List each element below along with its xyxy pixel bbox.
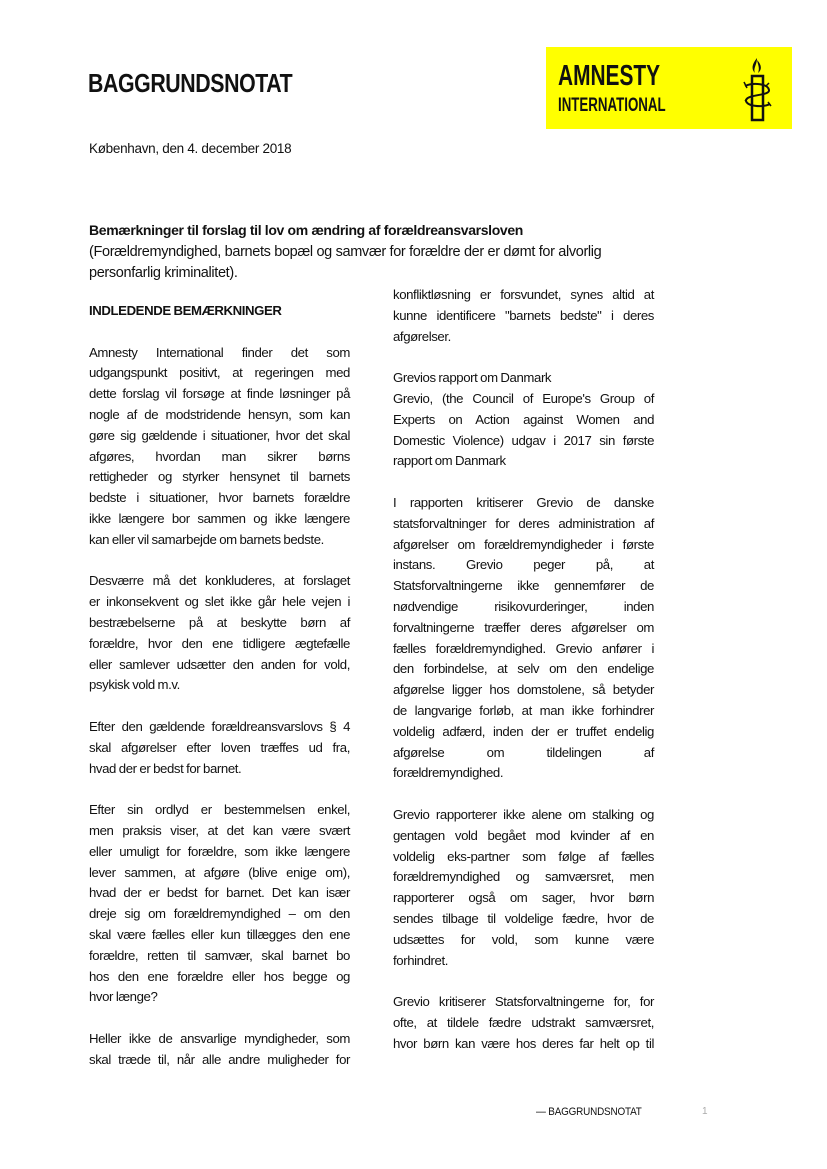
text-line: voldelig adfærd, inden der er truffet endelig: [393, 723, 654, 739]
text-line: hvor børn kan være hos deres far helt op til: [393, 1035, 654, 1051]
right-column: [393, 285, 654, 1054]
text-line: konfliktløsning er forsvundet, synes altid at: [393, 287, 654, 302]
text-line: udsættes for vold, som kunne være: [393, 931, 654, 947]
text-line: hvad der er bedst for barnet. Det kan især: [89, 885, 350, 901]
left-column: [89, 301, 350, 1070]
text-line: forvaltningerne træffer deres afgørelser om: [393, 619, 654, 635]
text-line: INDLEDENDE BEMÆRKNINGER: [89, 303, 282, 318]
text-line: lever sammen, at afgøre (blive enige om),: [89, 864, 350, 880]
text-line: fælles forældremyndighed. Grevio anfører i: [393, 640, 654, 656]
text-line: kunne identificere "barnets bedste" i deres: [393, 307, 654, 323]
text-line: instans. Grevio peger på, at: [393, 557, 654, 573]
text-line: voldelig eks-partner som følge af fælles: [393, 848, 654, 864]
text-line: Desværre må det konkluderes, at forslaget: [89, 573, 350, 589]
text-line: psykisk vold m.v.: [89, 677, 180, 693]
text-line: bestræbelserne på at beskytte børn af: [89, 614, 350, 630]
paragraph: [393, 493, 654, 784]
text-line: skal være fælles eller kun tillægges den ene: [89, 926, 350, 942]
subject-block: [89, 220, 601, 285]
section-heading: [89, 301, 350, 322]
paragraph: [89, 1029, 350, 1071]
text-line: hos den ene forældre eller hos begge og: [89, 968, 350, 984]
paragraph: [393, 805, 654, 971]
text-line: skal afgørelser efter loven træffes ud fra,: [89, 739, 350, 755]
text-line: Experts on Action against Women and: [393, 411, 654, 427]
paragraph: [393, 992, 654, 1054]
text-line: afgørelser.: [393, 328, 451, 344]
text-line: eller samlever udsætter den anden for vold,: [89, 656, 350, 672]
text-line: er inkonsekvent og slet ikke går hele vejen i: [89, 594, 350, 610]
text-line: Grevios rapport om Danmark: [393, 370, 552, 386]
text-line: Heller ikke de ansvarlige myndigheder, som: [89, 1030, 350, 1046]
subject-line: personfarlig kriminalitet).: [89, 265, 238, 281]
text-line: rapport om Danmark: [393, 453, 506, 469]
text-line: forældremyndighed.: [393, 765, 504, 781]
text-line: rettigheder og styrker hensynet til barnets: [89, 469, 350, 485]
text-line: afgørelse ligger hos domstolene, så betyder: [393, 682, 654, 698]
amnesty-logo: [546, 47, 792, 129]
text-line: dette forslag vil forsøge at finde løsninger på: [89, 386, 350, 402]
paragraph-gap: [89, 696, 350, 717]
candle-barbed-wire-icon: [742, 56, 772, 122]
text-line: dreje sig om forældremyndighed – om den: [89, 906, 350, 922]
footer-label: — BAGGRUNDSNOTAT: [536, 1106, 642, 1118]
paragraph: [393, 368, 654, 472]
text-line: kan eller vil samarbejde om barnets bedste.: [89, 531, 324, 547]
text-line: Efter den gældende forældreansvarslovs § 4: [89, 718, 350, 734]
paragraph-gap: [89, 1008, 350, 1029]
logo-line-2: INTERNATIONAL: [558, 95, 666, 116]
text-line: Grevio, (the Council of Europe's Group of: [393, 390, 654, 406]
text-line: nogle af de modstridende hensyn, som kan: [89, 406, 350, 422]
document-title: BAGGRUNDSNOTAT: [88, 68, 293, 98]
paragraph: [89, 800, 350, 1008]
text-line: rapporterer også om sager, hvor børn: [393, 890, 654, 906]
document-date: København, den 4. december 2018: [89, 141, 292, 156]
text-line: afgørelse om tildelingen af: [393, 744, 654, 760]
paragraph: [89, 571, 350, 696]
paragraph: [89, 717, 350, 779]
text-line: eller umuligt for forældre, som ikke længere: [89, 843, 350, 859]
text-line: hvad der er bedst for barnet.: [89, 760, 242, 776]
text-line: Grevio rapporterer ikke alene om stalking og: [393, 806, 654, 822]
text-line: Statsforvaltningerne ikke gennemfører de: [393, 578, 654, 594]
text-line: forældre, hvor den ene tidligere ægtefælle: [89, 635, 350, 651]
text-line: udgangspunkt positivt, at regeringen med: [89, 365, 350, 381]
logo-line-1: AMNESTY: [558, 60, 661, 92]
subject-line: (Forældremyndighed, barnets bopæl og samvær for forældre der er dømt for alvorlig: [89, 243, 602, 260]
text-line: afgøres, hvordan man sikrer børns: [89, 448, 350, 464]
text-line: afgørelser om forældremyndigheder i første: [393, 536, 654, 552]
subject-title: Bemærkninger til forslag til lov om ændring af forældreansvarsloven: [89, 222, 523, 238]
paragraph-gap: [393, 347, 654, 368]
text-line: men praksis viser, at det kan være svært: [89, 822, 350, 838]
paragraph-gap: [89, 551, 350, 572]
text-line: forhindret.: [393, 952, 448, 968]
text-line: skal træde til, når alle andre muligheder for: [89, 1051, 350, 1067]
paragraph-gap: [89, 322, 350, 343]
paragraph: [89, 343, 350, 551]
text-line: hvor længe?: [89, 989, 158, 1005]
paragraph-gap: [393, 971, 654, 992]
text-line: Amnesty International finder det som: [89, 344, 350, 360]
text-line: Efter sin ordlyd er bestemmelsen enkel,: [89, 802, 350, 818]
text-line: ofte, at tildele fædre udstrakt samværsret,: [393, 1014, 654, 1030]
text-line: de langvarige forløb, at man ikke forhindrer: [393, 702, 654, 718]
page-number: 1: [702, 1106, 708, 1117]
text-line: forældre, retten til samvær, skal barnet bo: [89, 947, 350, 963]
paragraph-gap: [393, 784, 654, 805]
text-line: gøre sig gældende i situationer, hvor det skal: [89, 427, 350, 443]
text-line: ikke længere bor sammen og ikke længere: [89, 510, 350, 526]
text-line: Domestic Violence) udgav i 2017 sin første: [393, 432, 654, 448]
text-line: Grevio kritiserer Statsforvaltningerne for, for: [393, 994, 654, 1010]
text-line: gentagen vold begået mod kvinder af en: [393, 827, 654, 843]
paragraph-gap: [89, 779, 350, 800]
text-line: bedste i situationer, hvor barnets forældre: [89, 490, 350, 506]
text-line: nødvendige risikovurderinger, inden: [393, 598, 654, 614]
text-line: forældremyndighed og samværsret, men: [393, 869, 654, 885]
text-line: I rapporten kritiserer Grevio de danske: [393, 494, 654, 510]
text-line: den forbindelse, at selv om den endelige: [393, 661, 654, 677]
paragraph: [393, 285, 654, 347]
text-line: sendes tilbage til voldelige fædre, hvor de: [393, 910, 654, 926]
text-line: statsforvaltninger for deres administration af: [393, 515, 654, 531]
paragraph-gap: [393, 472, 654, 493]
